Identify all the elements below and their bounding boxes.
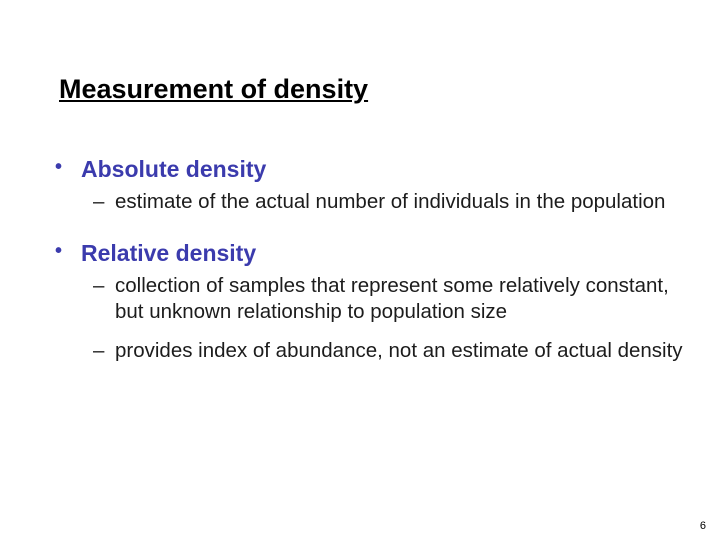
page-number: 6	[699, 520, 706, 532]
bullet-glyph-icon: •	[55, 239, 63, 262]
slide-body	[55, 155, 705, 364]
bullet-label: Absolute density	[81, 156, 267, 182]
sub-bullet-text: collection of samples that represent some relatively constant, but unknown relationship to population size	[115, 273, 669, 323]
bullet-label: Relative density	[81, 239, 257, 266]
dash-glyph-icon: –	[93, 189, 105, 213]
dash-glyph-icon: –	[93, 339, 105, 363]
dash-glyph-icon: –	[93, 273, 105, 297]
bullet-glyph-icon: •	[55, 156, 63, 178]
sub-bullet-item	[93, 273, 705, 325]
spacer	[55, 325, 705, 333]
sub-bullet-text: provides index of abundance, not an estimate of actual density	[115, 339, 683, 363]
bullet-item-absolute-density	[55, 155, 705, 184]
sub-bullet-text: estimate of the actual number of individuals in the population	[115, 189, 666, 213]
spacer	[55, 215, 705, 239]
page-title: Measurement of density	[59, 74, 369, 104]
sub-bullet-item	[93, 338, 705, 364]
sub-bullet-item	[93, 189, 705, 215]
bullet-item-relative-density	[55, 239, 705, 268]
